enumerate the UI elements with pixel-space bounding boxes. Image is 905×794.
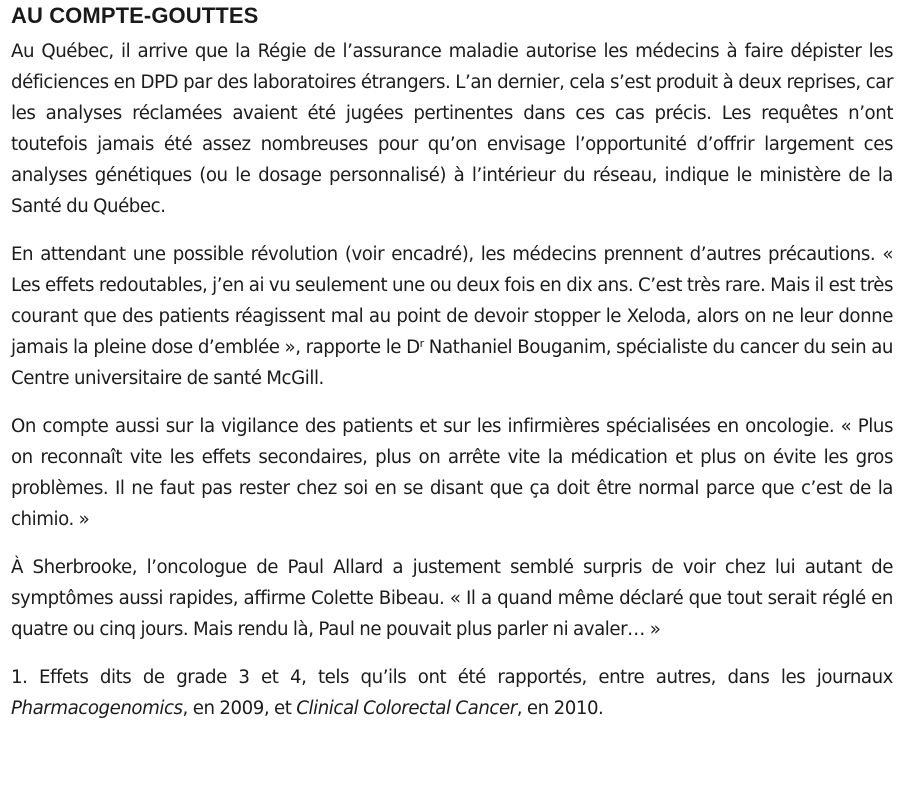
paragraph-2 [11,239,893,394]
footnote-text-3: , en 2010. [516,698,604,719]
paragraph-2-text-a: En attendant une possible révolution (voir encadré), les médecins prennent d’autres précautions. « Les effets redoutables, j’en ai vu seulement une ou deux fois en dix ans. C’est très rare. Mais il est très courant que des patients réagissent mal au point de devoir stopper le Xeloda, alors on ne leur donne jamais la pleine dose d’emblée », rapporte le D [11,244,893,358]
paragraph-4: À Sherbrooke, l’oncologue de Paul Allard a justement semblé surpris de voir chez lui autant de symptômes aussi rapides, affirme Colette Bibeau. « Il a quand même déclaré que tout serait réglé en quatre ou cinq jours. Mais rendu là, Paul ne pouvait plus parler ni avaler… » [11,557,893,640]
paragraph-3: On compte aussi sur la vigilance des patients et sur les infirmières spécialisées en oncologie. « Plus on reconnaît vite les effets secondaires, plus on arrête vite la médication et plus on évite les gros problèmes. Il ne faut pas rester chez soi en se disant que ça doit être normal parce que c’est de la chimio. » [11,416,893,530]
paragraph-2-text-b: Nathaniel Bouganim, spécialiste du cancer du sein au Centre universitaire de santé McGill. [11,337,893,389]
footnote-text-2: , en 2009, et [182,698,297,719]
footnote [11,662,893,724]
footnote-text-1: 1. Effets dits de grade 3 et 4, tels qu’ils ont été rapportés, entre autres, dans les journaux [11,667,893,688]
journal-clinical-colorectal-cancer: Clinical Colorectal Cancer [296,698,517,719]
journal-pharmacogenomics: Pharmacogenomics [11,698,183,719]
paragraph-1: Au Québec, il arrive que la Régie de l’assurance maladie autorise les médecins à faire dépister les déficiences en DPD par des laboratoires étrangers. L’an dernier, cela s’est produit à deux reprises, car les analyses réclamées avaient été jugées pertinentes dans ces cas précis. Les requêtes n’ont toutefois jamais été assez nombreuses pour qu’on envisage l’opportunité d’offrir largement ces analyses génétiques (ou le dosage personnalisé) à l’intérieur du réseau, indique le ministère de la Santé du Québec. [11,41,893,217]
section-heading: AU COMPTE-GOUTTES [11,3,259,28]
superscript-r: r [419,337,424,350]
